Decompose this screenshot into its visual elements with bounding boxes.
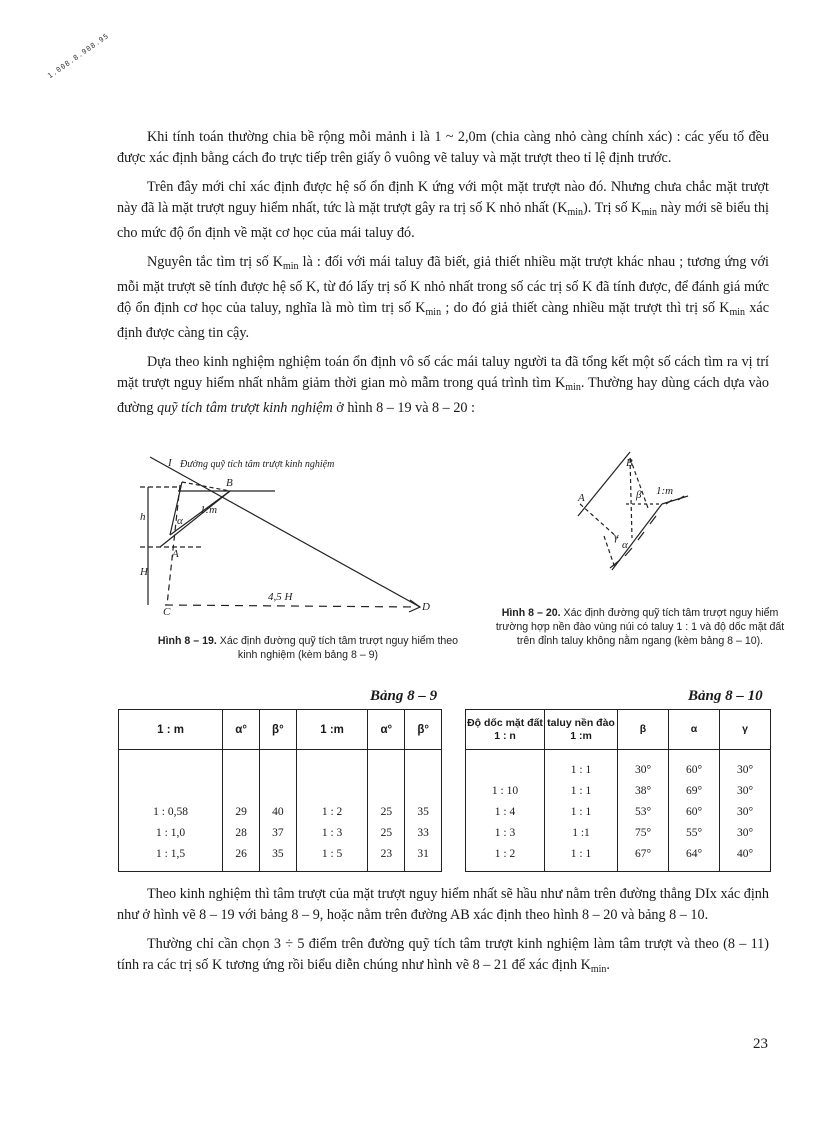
- fig19-label-alpha: α: [177, 515, 183, 527]
- t10-cell: 53°: [634, 806, 652, 818]
- t10-cell: 38°: [634, 785, 652, 797]
- paragraph-6: Thường chỉ cần chọn 3 ÷ 5 điểm trên đường quỹ tích tâm trượt kinh nghiệm làm tâm trượt và theo (8 – 11) tính ra các trị số K tương ứng rồi biểu diễn chúng như hình vẽ 8 – 21 để xác định $K_{min}$.: [117, 936, 769, 975]
- t9-cell: 29: [235, 806, 247, 818]
- paragraph-4: Dựa theo kinh nghiệm nghiệm toán ổn định vô số các mái taluy người ta đã tổng kết một số cách tìm ra vị trí mặt trượt nguy hiểm nhất nhằm giảm thời gian mò mẫm trong quá trình tìm $K_{min}$. Thường hay dùng cách dựa vào đường quỹ tích tâm trượt kinh nghiệm ở hình 8 – 19 và 8 – 20 :: [117, 354, 769, 416]
- t10-cell: 1 : 10: [491, 785, 519, 797]
- figure-8-20: [570, 448, 730, 580]
- t9-cell: 25: [380, 827, 393, 839]
- t10-cell: 30°: [634, 764, 652, 776]
- figure-8-19: [120, 450, 440, 625]
- t9-cell: 26: [235, 848, 247, 860]
- t10-cell: 1 :1: [572, 827, 590, 839]
- table-8-9: [118, 709, 442, 872]
- paragraph-3: Nguyên tắc tìm trị số $K_{min}$ là : đối với mái taluy đã biết, giả thiết nhiều mặt trượt khác nhau ; tương ứng với mỗi mặt trượt sẽ tính được hệ số K, từ đó lấy trị số K nhỏ nhất trong số các trị số K đã tính được, để đánh giá mức độ ổn định cơ học của taluy, nghĩa là mò tìm trị số $K_{min}$ ; do đó giả thiết càng nhiều mặt trượt thì trị số $K_{min}$ xác định được càng tin cậy.: [117, 254, 770, 341]
- fig19-label-C: C: [163, 606, 171, 618]
- table-8-10-title: Bảng 8 – 10: [688, 688, 763, 704]
- t10-cell: 30°: [736, 827, 754, 839]
- t10-cell: 30°: [736, 764, 754, 776]
- fig20-label-gamma: γ: [614, 531, 619, 543]
- t9-cell: 1 : 0,58: [153, 806, 188, 818]
- t9-cell: 23: [380, 848, 393, 860]
- t9-cell: 31: [417, 848, 429, 860]
- t10-cell: 69°: [685, 785, 703, 797]
- fig20-label-A: A: [578, 492, 585, 504]
- t10-cell: 1 : 1: [570, 785, 592, 797]
- t10-cell: 1 : 3: [494, 827, 516, 839]
- t9-cell: 33: [417, 827, 429, 839]
- t9-header: β°: [405, 710, 442, 750]
- page-number: 23: [753, 1036, 768, 1052]
- t10-cell: [466, 760, 544, 781]
- t10-header: α: [669, 710, 720, 750]
- t9-cell: 40: [272, 806, 284, 818]
- fig19-caption: Hình 8 – 19. Xác định đường quỹ tích tâm trượt nguy hiểm theo kinh nghiệm (kèm bảng 8 – 9): [157, 635, 459, 661]
- fig19-base-dashed: [165, 605, 416, 607]
- t10-cell: 1 : 4: [494, 806, 516, 818]
- fig19-label-slope: 1:m: [200, 504, 218, 516]
- fig19-label-H: H: [140, 566, 148, 578]
- fig19-label-I: I: [168, 457, 172, 469]
- t9-header: β°: [260, 710, 297, 750]
- t10-header: γ: [720, 710, 771, 750]
- fig20-label-B: B: [626, 457, 633, 469]
- fig19-label-B: B: [226, 477, 233, 489]
- fig19-label-A: A: [172, 548, 179, 560]
- t9-cell: 28: [235, 827, 247, 839]
- fig20-label-slope: 1:m: [656, 485, 674, 497]
- t10-cell: 1 : 1: [570, 764, 592, 776]
- t9-header: α°: [368, 710, 405, 750]
- fig20-line-A-B: [578, 452, 630, 516]
- upper-text-block: [117, 127, 769, 427]
- t9-cell: 35: [272, 848, 284, 860]
- fig20-label-beta: β: [636, 489, 642, 501]
- table-8-10: [465, 709, 771, 872]
- fig19-label-locus: Đường quỹ tích tâm trượt kinh nghiệm: [180, 459, 335, 470]
- library-stamp: 1.008.8.908.95: [46, 31, 111, 81]
- t9-cell: 1 : 1,5: [156, 848, 186, 860]
- t10-cell: 75°: [634, 827, 652, 839]
- t10-cell: 30°: [736, 785, 754, 797]
- t9-header: α°: [223, 710, 260, 750]
- fig19-line-I-D: [150, 457, 420, 607]
- fig19-vertical-dashed: [167, 485, 180, 605]
- t10-header: β: [618, 710, 669, 750]
- t10-header: taluy nền đào 1 :m: [545, 710, 618, 750]
- t10-cell: 40°: [736, 848, 754, 860]
- t9-cell: 37: [272, 827, 284, 839]
- paragraph-5: Theo kinh nghiệm thì tâm trượt của mặt trượt nguy hiểm nhất sẽ hầu như nằm trên đường thẳng DIx xác định như ở hình vẽ 8 – 19 với bảng 8 – 9, hoặc nằm trên đường AB xác định theo hình 8 – 20 và bảng 8 – 10.: [117, 886, 769, 923]
- t9-cell: 35: [417, 806, 429, 818]
- t9-cell: 1 : 2: [321, 806, 343, 818]
- t9-cell: 1 : 5: [321, 848, 343, 860]
- t10-cell: 1 : 1: [570, 806, 592, 818]
- t10-cell: 1 : 2: [494, 848, 516, 860]
- t9-header: 1 : m: [119, 710, 223, 750]
- t10-cell: 1 : 1: [570, 848, 592, 860]
- t9-cell: 1 : 1,0: [156, 827, 186, 839]
- fig20-label-alpha: α: [622, 539, 628, 551]
- t10-cell: 64°: [685, 848, 703, 860]
- fig20-caption: Hình 8 – 20. Xác định đường quỹ tích tâm trượt nguy hiểm trường hợp nền đào vùng núi có taluy 1 : 1 và độ dốc mặt đất trên đỉnh taluy không nằm ngang (kèm bảng 8 – 10).: [495, 607, 785, 647]
- paragraph-2: Trên đây mới chỉ xác định được hệ số ổn định K ứng với một mặt trượt nào đó. Nhưng chưa chắc mặt trượt này đã là mặt trượt nguy hiểm nhất, tức là mặt trượt gây ra trị số K nhỏ nhất $(K_{min})$. Trị số $K_{min}$ này mới sẽ biểu thị cho mức độ ổn định về mặt cơ học của mái taluy đó.: [117, 179, 769, 241]
- t10-cell: 60°: [685, 806, 703, 818]
- table-8-9-title: Bảng 8 – 9: [370, 688, 438, 704]
- fig19-label-D: D: [422, 601, 430, 613]
- t9-cell: 25: [380, 806, 393, 818]
- paragraph-1: Khi tính toán thường chia bề rộng mỗi mảnh i là 1 ~ 2,0m (chia càng nhỏ càng chính xác) : các yếu tố đều được xác định bằng cách đo trực tiếp trên giấy ô vuông vẽ taluy và mặt trượt theo tỉ lệ định trước.: [117, 129, 769, 166]
- lower-text-block: [117, 884, 769, 988]
- t9-header: 1 :m: [296, 710, 368, 750]
- t10-cell: 30°: [736, 806, 754, 818]
- fig20-ground: [662, 496, 688, 504]
- fig19-label-h: h: [140, 511, 146, 523]
- t10-header: Độ dốc mặt đất 1 : n: [466, 710, 545, 750]
- fig19-label-distance: 4,5 H: [268, 591, 293, 603]
- t10-cell: 60°: [685, 764, 703, 776]
- t10-cell: 67°: [634, 848, 652, 860]
- t9-cell: 1 : 3: [321, 827, 343, 839]
- t10-cell: 55°: [685, 827, 703, 839]
